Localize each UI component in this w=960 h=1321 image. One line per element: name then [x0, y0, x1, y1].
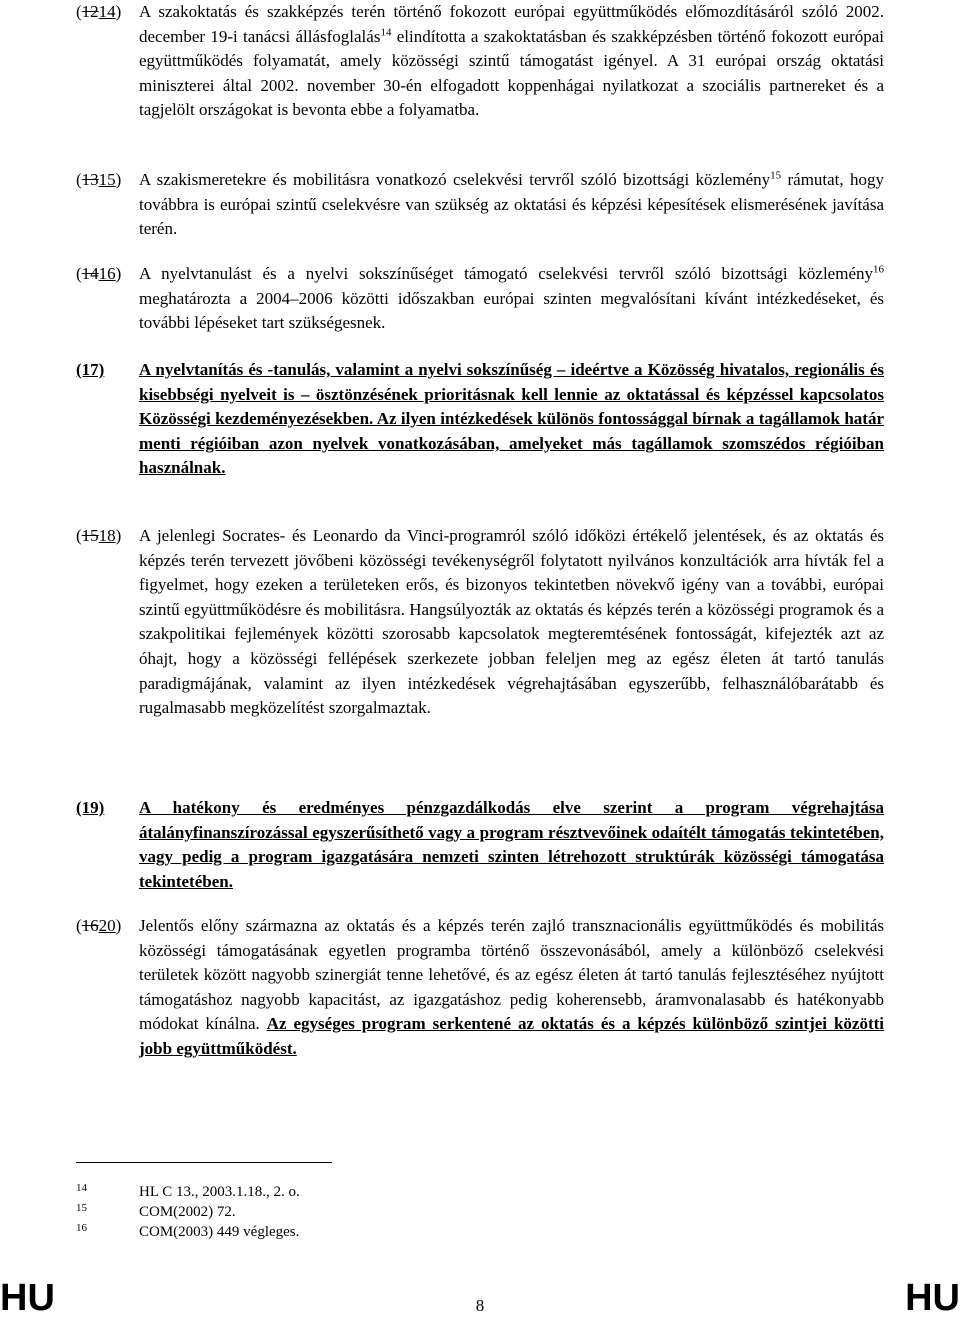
paragraph-text-inserted: A hatékony és eredményes pénzgazdálkodás elve szerint a program végrehajtása átalányfinanszírozással egyszerűsíthető vagy a program résztvevőinek odaítélt támogatás tekintetében, vagy pedig a program igazgatására nemzeti szinten létrehozott struktúrák közösségi támogatása tekintetében. — [139, 798, 884, 891]
language-code-right: HU — [905, 1277, 960, 1319]
deleted-number: 14 — [81, 264, 99, 283]
deleted-number: 12 — [81, 2, 99, 21]
paragraph-15 — [76, 168, 884, 242]
paragraph-18 — [76, 524, 884, 721]
deleted-number: 16 — [81, 916, 99, 935]
paragraph-number: (1214) — [76, 2, 122, 21]
footnote-ref-15[interactable]: 15 — [770, 169, 782, 182]
footnote-number: 14 — [76, 1182, 87, 1194]
footnote-text: COM(2003) 449 végleges. — [139, 1224, 300, 1240]
paragraph-text: A szakoktatás és szakképzés terén történő fokozott európai együttműködés előmozdításáról szóló 2002. december 19-i tanácsi állásfoglalás$^{14}$ elindította a szakoktatásban és szakképzésben történő fokozott európai együttműködés folyamatát, amely közösségi szintű támogatást igényel. A 31 európai ország oktatási miniszterei által 2002. november 30-én elfogadott koppenhágai nyilatkozat a szociális partnereket és a tagjelölt országokat is bevonta ebbe a folyamatba. — [139, 2, 884, 120]
footnote-14 — [76, 1182, 676, 1202]
paragraph-number: (19) — [76, 798, 105, 817]
footnote-text: COM(2002) 72. — [139, 1204, 236, 1220]
deleted-number: 15 — [81, 526, 99, 545]
inserted-number: 15 — [98, 170, 116, 189]
paragraph-text: A szakismeretekre és mobilitásra vonatkozó cselekvési tervről szóló bizottsági közlemény$^{15}$ rámutat, hogy továbbra is európai szintű cselekvésre van szükség az oktatási és képzési képesítések elismerésének javítása terén. — [139, 169, 884, 239]
footnote-ref-16[interactable]: 16 — [873, 263, 884, 276]
footnote-number: 16 — [76, 1222, 87, 1234]
paragraph-17 — [76, 358, 884, 481]
footnote-number: 15 — [76, 1202, 87, 1214]
paragraph-14 — [76, 0, 884, 123]
deleted-number: 13 — [81, 170, 99, 189]
inserted-number: 20 — [98, 916, 116, 935]
footnote-15 — [76, 1202, 676, 1222]
footnote-16 — [76, 1222, 676, 1242]
paragraph-number: (1416) — [76, 264, 122, 283]
language-code-left: HU — [0, 1277, 55, 1319]
paragraph-number: (17) — [76, 360, 105, 379]
footnote-ref-14[interactable]: 14 — [380, 25, 392, 38]
inserted-number: 18 — [98, 526, 116, 545]
paragraph-number: (1620) — [76, 916, 122, 935]
footnote-separator — [76, 1162, 332, 1163]
paragraph-text-inserted: A nyelvtanítás és -tanulás, valamint a nyelvi sokszínűség – ideértve a Közösség hivatalos, regionális és kisebbségi nyelveit is – ösztönzésének prioritásnak kell lennie az oktatással és képzéssel kapcsolatos Közösségi kezdeményezésekben. Az ilyen intézkedések különös fontossággal bírnak a tagállamok határ menti régióiban azon nyelvek vonatkozásában, amelyeket más tagállamok szomszédos régióiban használnak. — [139, 360, 884, 478]
inserted-sentence: Az egységes program serkentené az oktatás és a képzés különböző szintjei közötti jobb együttműködést. — [139, 1014, 885, 1058]
paragraph-20 — [76, 914, 884, 1062]
paragraph-text: A nyelvtanulást és a nyelvi sokszínűséget támogató cselekvési tervről szóló bizottsági közlemény$^{16}$ meghatározta a 2004–2006 közötti időszakban európai szinten megvalósítani kívánt intézkedéseket, és további lépéseket tart szükségesnek. — [139, 263, 884, 333]
page-number: 8 — [475, 1296, 485, 1315]
paragraph-number: (1315) — [76, 170, 122, 189]
paragraph-number: (1518) — [76, 526, 122, 545]
inserted-number: 16 — [98, 264, 116, 283]
footnotes — [76, 1182, 676, 1242]
footnote-text: HL C 13., 2003.1.18., 2. o. — [139, 1184, 300, 1200]
inserted-number: 14 — [98, 2, 116, 21]
paragraph-16 — [76, 262, 884, 336]
paragraph-text: Jelentős előny származna az oktatás és a képzés terén zajló transznacionális együttműködés és mobilitás közösségi támogatásának egyetlen programba történő összevonásából, amely a különböző cselekvési területek között nagyobb szinergiát tenne lehetővé, és az egész életen át tartó tanulás fejlesztéséhez nyújtott támogatáshoz nagyobb kapacitást, az igazgatáshoz pedig koherensebb, áramvonalasabb és hatékonyabb módokat kínálna. Az egységes program serkentené az oktatás és a képzés különböző szintjei közötti jobb együttműködést. — [139, 916, 885, 1058]
paragraph-19 — [76, 796, 884, 894]
paragraph-text: A jelenlegi Socrates- és Leonardo da Vinci-programról szóló időközi értékelő jelentések, és az oktatás és képzés terén tervezett jövőbeni közösségi tevékenységről folytatott nyilvános konzultációk arra hívták fel a figyelmet, hogy ezeken a területeken erős, és bizonyos tekintetben növekvő igény van a további, európai szintű együttműködésre és mobilitásra. Hangsúlyozták az oktatás és képzés terén a közösségi programok és a szakpolitikai fejlemények közötti szorosabb kapcsolatok megteremtésének fontosságát, kifejezték azt az óhajt, hogy a közösségi fellépések szerkezete jobban feleljen meg az egész életen át tartó tanulás paradigmájának, valamint az ilyen intézkedések végrehajtásában egyszerűbb, felhasználóbarátabb és rugalmasabb megközelítést szorgalmaztak. — [139, 526, 884, 718]
